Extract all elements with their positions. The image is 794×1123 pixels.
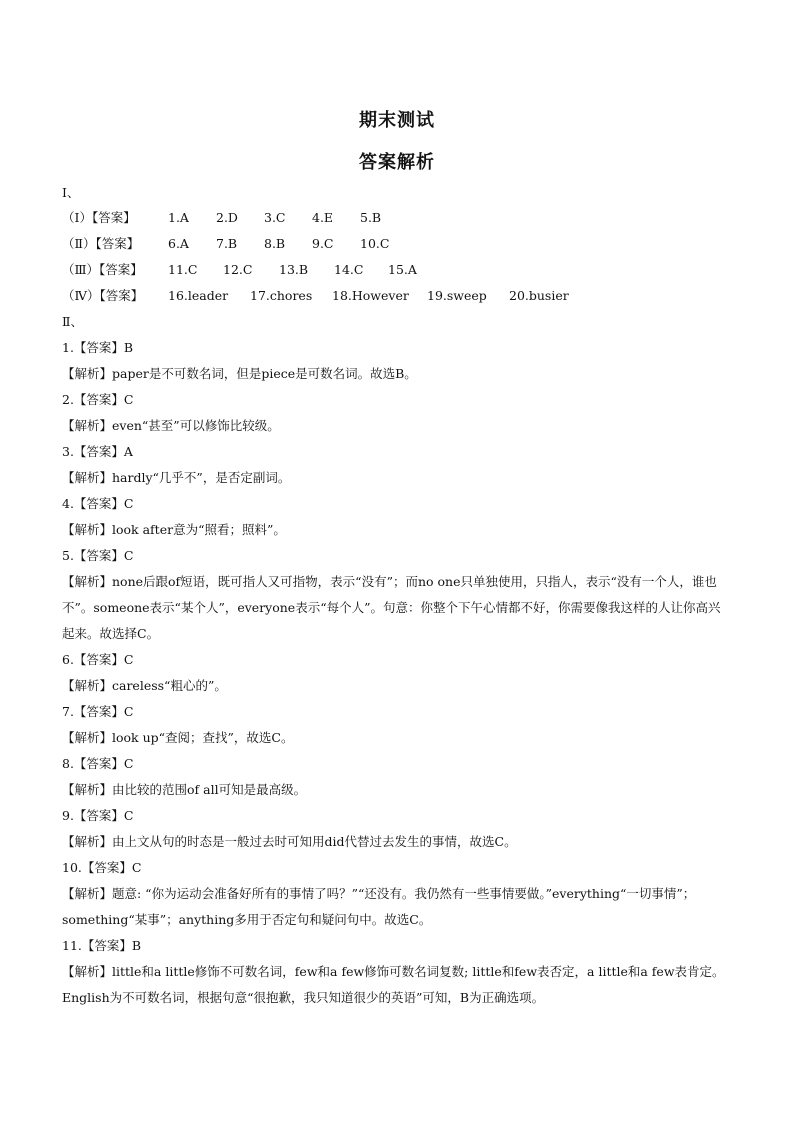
answer-group-label: （Ⅰ）【答案】 <box>62 210 136 225</box>
answer-item: 5.B <box>360 210 382 225</box>
question-analysis: 【解析】paper是不可数名词，但是piece是可数名词。故选B。 <box>62 366 417 381</box>
answer-item: 15.A <box>388 262 417 277</box>
question-analysis: 【解析】careless“粗心的”。 <box>62 678 227 693</box>
answer-item: 7.B <box>216 236 238 251</box>
question-answer: 1.【答案】B <box>62 340 134 355</box>
question-answer: 11.【答案】B <box>62 938 142 953</box>
question-analysis: 【解析】由上文从句的时态是一般过去时可知用did代替过去发生的事情，故选C。 <box>62 834 517 849</box>
page-title: 期末测试 <box>359 110 435 131</box>
question-analysis: 【解析】hardly“几乎不”，是否定副词。 <box>62 470 291 485</box>
question-answer: 2.【答案】C <box>62 392 134 407</box>
answer-group-4 <box>62 289 732 303</box>
question-answer: 6.【答案】C <box>62 652 134 667</box>
page-subtitle: 答案解析 <box>359 152 435 173</box>
question-analysis: 【解析】由比较的范围of all可知是最高级。 <box>62 782 307 797</box>
answer-item: 16.leader <box>168 288 229 303</box>
question-answer: 10.【答案】C <box>62 860 142 875</box>
answer-item: 19.sweep <box>427 288 487 303</box>
question-answer: 9.【答案】C <box>62 808 134 823</box>
question-answer: 3.【答案】A <box>62 444 133 459</box>
section-2-heading: Ⅱ、 <box>62 314 83 329</box>
answer-item: 10.C <box>360 236 390 251</box>
answer-item: 20.busier <box>509 288 569 303</box>
question-answer: 8.【答案】C <box>62 756 134 771</box>
answer-group-2 <box>62 237 732 251</box>
question-analysis: 【解析】little和a little修饰不可数名词，few和a few修饰可数名词复数; little和few表否定，a little和a few表肯定。English为不可数名词，根据句意“很抱歉，我只知道很少的英语”可知，B为正确选项。 <box>62 964 725 1005</box>
section-1-heading: Ⅰ、 <box>62 185 80 200</box>
answer-item: 6.A <box>168 236 189 251</box>
question-answer: 7.【答案】C <box>62 704 134 719</box>
answer-item: 11.C <box>168 262 198 277</box>
answer-group-3 <box>62 263 732 277</box>
question-analysis: 【解析】look up“查阅；查找”，故选C。 <box>62 730 294 745</box>
answer-item: 14.C <box>334 262 364 277</box>
answer-item: 12.C <box>223 262 253 277</box>
answer-item: 18.However <box>332 288 409 303</box>
question-analysis: 【解析】题意: “你为运动会准备好所有的事情了吗？”“还没有。我仍然有一些事情要做。”everything“一切事情”；something“某事”；anything多用于否定句和疑问句中。故选C。 <box>62 886 696 927</box>
answer-item: 17.chores <box>250 288 313 303</box>
question-analysis: 【解析】none后跟of短语，既可指人又可指物，表示“没有”；而no one只单独使用，只指人，表示“没有一个人，谁也不”。someone表示“某个人”，everyone表示“每个人”。句意：你整个下午心情都不好，你需要像我这样的人让你高兴起来。故选择C。 <box>62 574 721 641</box>
question-analysis: 【解析】look after意为“照看；照料”。 <box>62 522 286 537</box>
answer-item: 1.A <box>168 210 189 225</box>
answer-group-label: （Ⅱ）【答案】 <box>62 236 140 251</box>
answer-item: 8.B <box>264 236 286 251</box>
answer-item: 13.B <box>279 262 309 277</box>
question-answer: 5.【答案】C <box>62 548 134 563</box>
answer-group-label: （Ⅲ）【答案】 <box>62 262 143 277</box>
question-analysis: 【解析】even“甚至”可以修饰比较级。 <box>62 418 280 433</box>
answer-item: 2.D <box>216 210 238 225</box>
question-answer: 4.【答案】C <box>62 496 134 511</box>
answer-item: 9.C <box>312 236 334 251</box>
answer-item: 4.E <box>312 210 334 225</box>
answer-group-1 <box>62 211 732 225</box>
answer-item: 3.C <box>264 210 286 225</box>
answer-group-label: （Ⅳ）【答案】 <box>62 288 144 303</box>
